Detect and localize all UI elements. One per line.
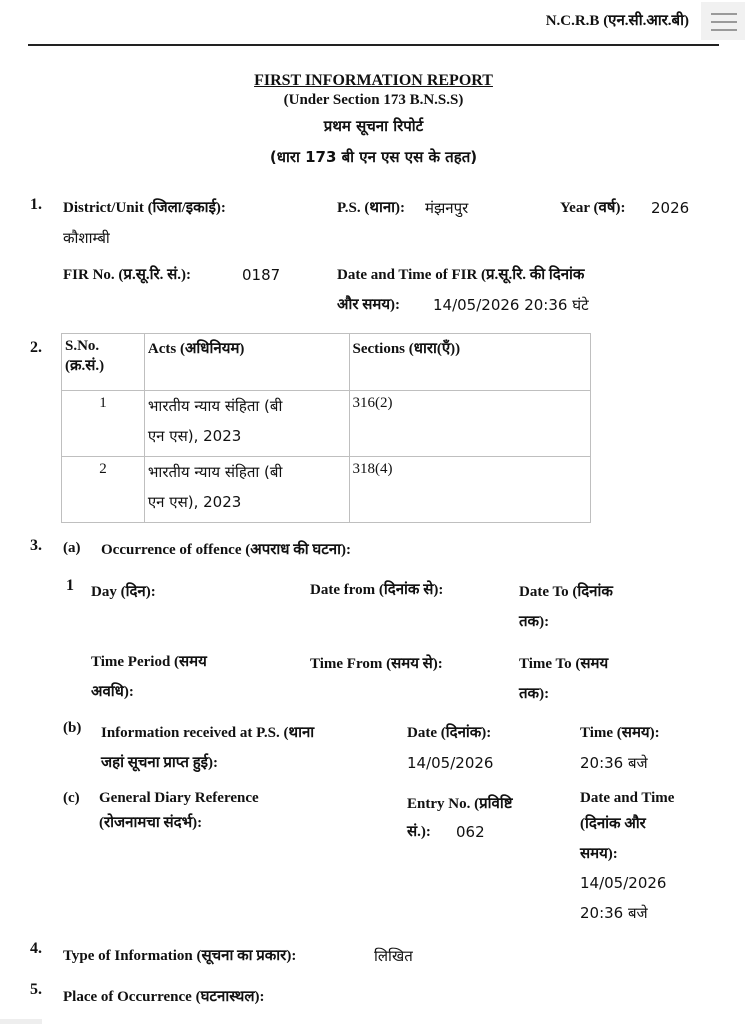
general-diary-sub-c: (c) <box>63 790 80 806</box>
row-section: 316(2) <box>349 391 591 457</box>
year-value: 2026 <box>651 199 690 217</box>
row-section: 318(4) <box>349 457 591 523</box>
district-value: कौशाम्बी <box>63 229 110 247</box>
place-of-occurrence-label: Place of Occurrence (घटनास्थल): <box>63 989 265 1005</box>
report-subtitle-hindi: (धारा 173 बी एन एस एस के तहत) <box>269 148 478 166</box>
year-label: Year (वर्ष): <box>560 200 626 216</box>
time-period-label: Time Period (समय <box>91 654 207 670</box>
info-received-label-2: जहां सूचना प्राप्त हुई): <box>101 755 219 771</box>
fir-number-label: FIR No. (प्र.सू.रि. सं.): <box>63 267 191 283</box>
section-2-number: 2. <box>30 339 42 356</box>
ncrb-header: N.C.R.B (एन.सी.आर.बी) <box>545 13 689 29</box>
time-to-label-2: तक): <box>519 686 550 702</box>
info-time-label: Time (समय): <box>580 725 660 741</box>
gd-datetime-label-3: समय): <box>580 846 618 862</box>
row-act: भारतीय न्याय संहिता (बी एन एस), 2023 <box>144 391 349 457</box>
day-label: Day (दिन): <box>91 584 156 600</box>
info-received-sub-b: (b) <box>63 720 82 736</box>
sno-header: S.No. (क्र.सं.) <box>62 334 145 391</box>
gd-time-value: 20:36 बजे <box>580 904 648 922</box>
general-diary-label: General Diary Reference <box>99 790 259 806</box>
entry-number-label: Entry No. (प्रविष्टि <box>407 796 513 812</box>
section-4-number: 4. <box>30 940 42 957</box>
section-1-number: 1. <box>30 196 42 213</box>
table-header-row <box>62 334 591 391</box>
fir-datetime-value: 14/05/2026 20:36 घंटे <box>433 296 589 314</box>
district-label: District/Unit (जिला/इकाई): <box>63 200 226 216</box>
police-station-label: P.S. (थाना): <box>337 200 406 216</box>
bottom-edge <box>0 1019 42 1024</box>
date-from-label: Date from (दिनांक से): <box>310 582 444 598</box>
entry-number-label-2: सं.): <box>407 824 431 840</box>
police-station-value: मंझनपुर <box>425 199 469 217</box>
info-type-label: Type of Information (सूचना का प्रकार): <box>63 948 297 964</box>
table-row <box>62 457 591 523</box>
acts-header: Acts (अधिनियम) <box>144 334 349 391</box>
row-act: भारतीय न्याय संहिता (बी एन एस), 2023 <box>144 457 349 523</box>
info-date-label: Date (दिनांक): <box>407 725 492 741</box>
time-from-label: Time From (समय से): <box>310 656 443 672</box>
gd-datetime-label-2: (दिनांक और <box>580 816 646 832</box>
section-5-number: 5. <box>30 981 42 998</box>
occurrence-item-number: 1 <box>66 577 74 594</box>
row-sno: 2 <box>62 457 145 523</box>
report-title-hindi: प्रथम सूचना रिपोर्ट <box>323 117 424 135</box>
general-diary-label-2: (रोजनामचा संदर्भ): <box>99 815 203 831</box>
date-to-label: Date To (दिनांक <box>519 584 613 600</box>
sections-header: Sections (धारा(एँ)) <box>349 334 591 391</box>
occurrence-sub-a: (a) <box>63 540 81 556</box>
time-period-label-2: अवधि): <box>91 684 134 700</box>
row-sno: 1 <box>62 391 145 457</box>
report-title: FIRST INFORMATION REPORT <box>254 72 493 89</box>
info-received-label: Information received at P.S. (थाना <box>101 725 315 741</box>
section-3-number: 3. <box>30 537 42 554</box>
table-row <box>62 391 591 457</box>
fir-datetime-label-2: और समय): <box>337 297 401 313</box>
report-subtitle: (Under Section 173 B.N.S.S) <box>283 92 464 108</box>
entry-number-value: 062 <box>456 823 485 841</box>
info-type-value: लिखित <box>374 947 413 965</box>
gd-datetime-label: Date and Time <box>580 790 675 806</box>
header-divider <box>28 44 719 46</box>
gd-date-value: 14/05/2026 <box>580 874 667 892</box>
info-time-value: 20:36 बजे <box>580 754 648 772</box>
time-to-label: Time To (समय <box>519 656 609 672</box>
fir-number-value: 0187 <box>242 266 281 284</box>
fir-datetime-label: Date and Time of FIR (प्र.सू.रि. की दिनांक <box>337 267 585 283</box>
date-to-label-2: तक): <box>519 614 550 630</box>
hamburger-menu-icon[interactable] <box>701 2 745 40</box>
info-date-value: 14/05/2026 <box>407 754 494 772</box>
occurrence-title: Occurrence of offence (अपराध की घटना): <box>101 542 351 558</box>
acts-sections-table <box>61 333 591 523</box>
